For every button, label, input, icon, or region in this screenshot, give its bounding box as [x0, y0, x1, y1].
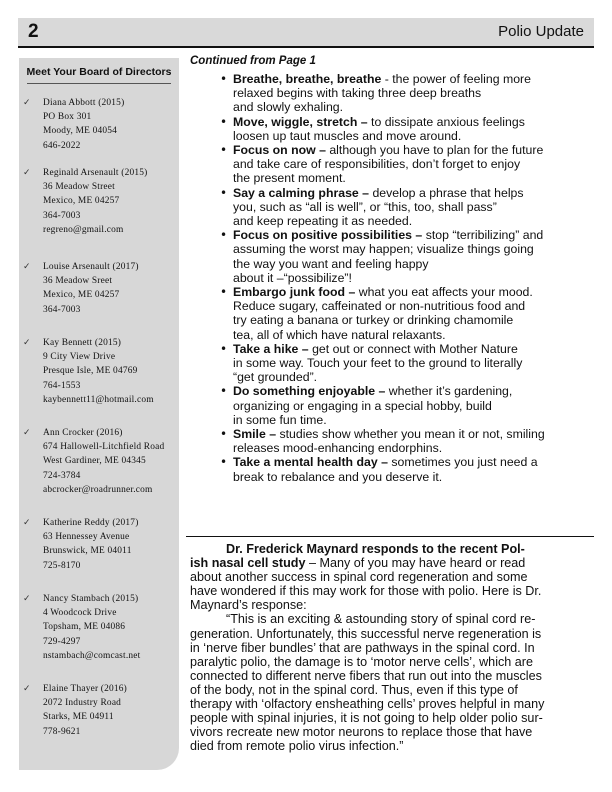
tip-text: Reduce sugary, caffeinated or non-nutritious food and [233, 299, 526, 314]
tip-item [190, 143, 594, 186]
member-detail: 4 Woodcock Drive [43, 608, 117, 619]
member-detail: 36 Meadow Sreet [43, 276, 113, 287]
tip-heading: Take a hike – [233, 341, 309, 356]
tip-text: and slowly exhaling. [233, 100, 344, 115]
article-text-line: generation. Unfortunately, this successful nerve regeneration is [190, 626, 542, 641]
article-text-line: connected to different nerve fibers that run out into the muscles [190, 668, 542, 683]
tip-text: assuming the worst may happen; visualize things going [233, 242, 534, 257]
article-text-line: – Many of you may have heard or read [305, 556, 526, 571]
member-name: Kay Bennett (2015) [43, 338, 122, 348]
sidebar-title-divider [27, 83, 171, 84]
article-text-line: people with spinal injuries, it is not going to help older polio sur- [190, 711, 543, 726]
tip-text: - the power of feeling more [381, 72, 531, 86]
bullet-icon: • [220, 114, 228, 129]
member-name: Elaine Thayer (2016) [43, 684, 128, 694]
article-text-line: vivors recreate new motor neurons to replace those that have [190, 725, 533, 740]
tip-text: what you eat affects your mood. [355, 285, 533, 300]
member-detail: 778-9621 [43, 726, 81, 737]
check-bullet-icon: ✓ [23, 338, 31, 348]
tip-text: organizing or engaging in a special hobby, build [233, 398, 492, 413]
member-email[interactable]: kaybennett11@hotmail.com [43, 394, 154, 405]
member-detail: 2072 Industry Road [43, 698, 122, 709]
member-name: Diana Abbott (2015) [43, 98, 125, 108]
tip-text: and take care of responsibilities, don’t forget to enjoy [233, 157, 521, 172]
member-email[interactable]: regreno@gmail.com [43, 224, 124, 235]
header-rule [18, 46, 594, 48]
check-bullet-icon: ✓ [23, 428, 31, 438]
bullet-icon: • [220, 185, 228, 200]
tip-text: “get grounded”. [233, 370, 318, 385]
member-name: Reginald Arsenault (2015) [43, 168, 148, 178]
tip-text: relaxed begins with taking three deep breaths [233, 86, 482, 101]
member-name: Louise Arsenault (2017) [43, 262, 139, 272]
article-text-line: have wondered if this may work for those with polio. Here is Dr. [190, 584, 542, 599]
article-lead-line-2: ish nasal cell study [190, 556, 306, 571]
bullet-icon: • [220, 455, 228, 470]
tip-heading: Smile – [233, 427, 277, 442]
tip-text: about it –“possibilize”! [233, 270, 352, 285]
tip-item [190, 186, 594, 229]
tip-text: tea, all of which have natural relaxants. [233, 327, 446, 342]
article-text-line: Maynard’s response: [190, 598, 307, 613]
article-text-line: paralytic polio, the damage is to ‘motor nerve cells’, which are [190, 654, 533, 669]
bullet-icon: • [220, 143, 228, 158]
tip-item [190, 384, 594, 427]
member-name: Katherine Reddy (2017) [43, 518, 139, 528]
member-detail: Presque Isle, ME 04769 [43, 366, 138, 377]
member-detail: Topsham, ME 04086 [43, 622, 126, 633]
tip-text: in some fun time. [233, 412, 327, 427]
tip-item [190, 72, 594, 115]
tip-text: the present moment. [233, 171, 346, 186]
member-detail: Starks, ME 04911 [43, 712, 114, 723]
tip-heading: Breathe, breathe, breathe [233, 72, 382, 86]
tip-text: releases mood-enhancing endorphins. [233, 441, 443, 456]
publication-title: Polio Update [498, 23, 584, 40]
tip-text: studies show whether you mean it or not, smiling [276, 427, 545, 442]
bullet-icon: • [220, 72, 228, 86]
member-detail: 36 Meadow Street [43, 182, 115, 193]
article-text-line: in ‘nerve fiber bundles’ that are pathways in the spinal cord. In [190, 640, 535, 655]
member-detail: Mexico, ME 04257 [43, 290, 120, 301]
article-text-line: “This is an exciting & astounding story of spinal cord re- [226, 612, 536, 627]
member-detail: 674 Hallowell-Litchfield Road [43, 442, 165, 453]
tip-text: sometimes you just need a [387, 455, 538, 470]
check-bullet-icon: ✓ [23, 262, 31, 272]
check-bullet-icon: ✓ [23, 594, 31, 604]
member-detail: 364-7003 [43, 210, 81, 221]
tip-text: although you have to plan for the future [325, 143, 544, 158]
article-text-line: of the body, not in the spinal cord. Thus, even if this type of [190, 682, 518, 697]
maynard-article [190, 542, 592, 753]
member-detail: PO Box 301 [43, 112, 92, 123]
section-divider [186, 536, 594, 537]
member-detail: 729-4297 [43, 636, 81, 647]
tip-item [190, 115, 594, 143]
member-detail: Brunswick, ME 04011 [43, 546, 132, 557]
member-detail: Mexico, ME 04257 [43, 196, 120, 207]
tip-text: in some way. Touch your feet to the ground to literally [233, 356, 523, 371]
member-detail: 725-8170 [43, 560, 81, 571]
bullet-icon: • [220, 427, 228, 442]
tips-list [190, 72, 594, 484]
tip-heading: Move, wiggle, stretch – [233, 114, 368, 129]
member-detail: West Gardiner, ME 04345 [43, 456, 146, 467]
member-detail: 9 City View Drive [43, 352, 116, 363]
member-detail: 724-3784 [43, 470, 81, 481]
tip-heading: Say a calming phrase – [233, 185, 370, 200]
page-header [18, 18, 594, 46]
bullet-icon: • [220, 341, 228, 356]
member-detail: 364-7003 [43, 304, 81, 315]
continued-label: Continued from Page 1 [190, 55, 316, 67]
article-text-line: died from remote polio virus infection.” [190, 739, 404, 754]
tip-heading: Do something enjoyable – [233, 384, 386, 399]
tip-text: try eating a banana or turkey or drinking chamomile [233, 313, 514, 328]
bullet-icon: • [220, 384, 228, 399]
tip-text: develop a phrase that helps [369, 185, 524, 200]
member-detail: 646-2022 [43, 140, 81, 151]
check-bullet-icon: ✓ [23, 168, 31, 178]
tip-heading: Embargo junk food – [233, 285, 356, 300]
check-bullet-icon: ✓ [23, 684, 31, 694]
check-bullet-icon: ✓ [23, 518, 31, 528]
tip-heading: Focus on positive possibilities – [233, 228, 423, 243]
tip-item [190, 455, 594, 483]
tip-item [190, 228, 594, 285]
tip-text: to dissipate anxious feelings [367, 114, 525, 129]
member-name: Nancy Stambach (2015) [43, 594, 139, 604]
check-bullet-icon: ✓ [23, 98, 31, 108]
tip-heading: Focus on now – [233, 143, 326, 158]
board-sidebar [19, 58, 179, 770]
article-text-line: about another success in spinal cord regeneration and some [190, 570, 528, 585]
tip-text: get out or connect with Mother Nature [308, 341, 518, 356]
bullet-icon: • [220, 228, 228, 243]
tip-heading: Take a mental health day – [233, 455, 388, 470]
tip-text: loosen up taut muscles and move around. [233, 128, 462, 143]
article-lead-line-1: Dr. Frederick Maynard responds to the recent Pol- [226, 542, 525, 556]
member-email[interactable]: abcrocker@roadrunner.com [43, 484, 153, 495]
member-name: Ann Crocker (2016) [43, 428, 123, 438]
tip-item [190, 342, 594, 385]
member-detail: 764-1553 [43, 380, 81, 391]
member-detail: 63 Hennessey Avenue [43, 532, 130, 543]
tip-text: whether it’s gardening, [385, 384, 513, 399]
tip-text: and keep repeating it as needed. [233, 214, 413, 229]
tip-item [190, 285, 594, 342]
article-text-line: therapy with ‘olfactory ensheathing cells’ proves helpful in many [190, 697, 545, 712]
member-detail: Moody, ME 04054 [43, 126, 118, 137]
tip-text: you, such as “all is well”, or “this, too, shall pass” [233, 199, 497, 214]
tip-text: the way you want and feeling happy [233, 256, 429, 271]
tip-text: stop “terribilizing” and [422, 228, 544, 243]
tip-text: break to rebalance and you deserve it. [233, 469, 443, 484]
member-email[interactable]: nstambach@comcast.net [43, 650, 141, 661]
tip-item [190, 427, 594, 455]
sidebar-title: Meet Your Board of Directors [26, 66, 172, 78]
page-number: 2 [28, 21, 39, 42]
bullet-icon: • [220, 285, 228, 300]
